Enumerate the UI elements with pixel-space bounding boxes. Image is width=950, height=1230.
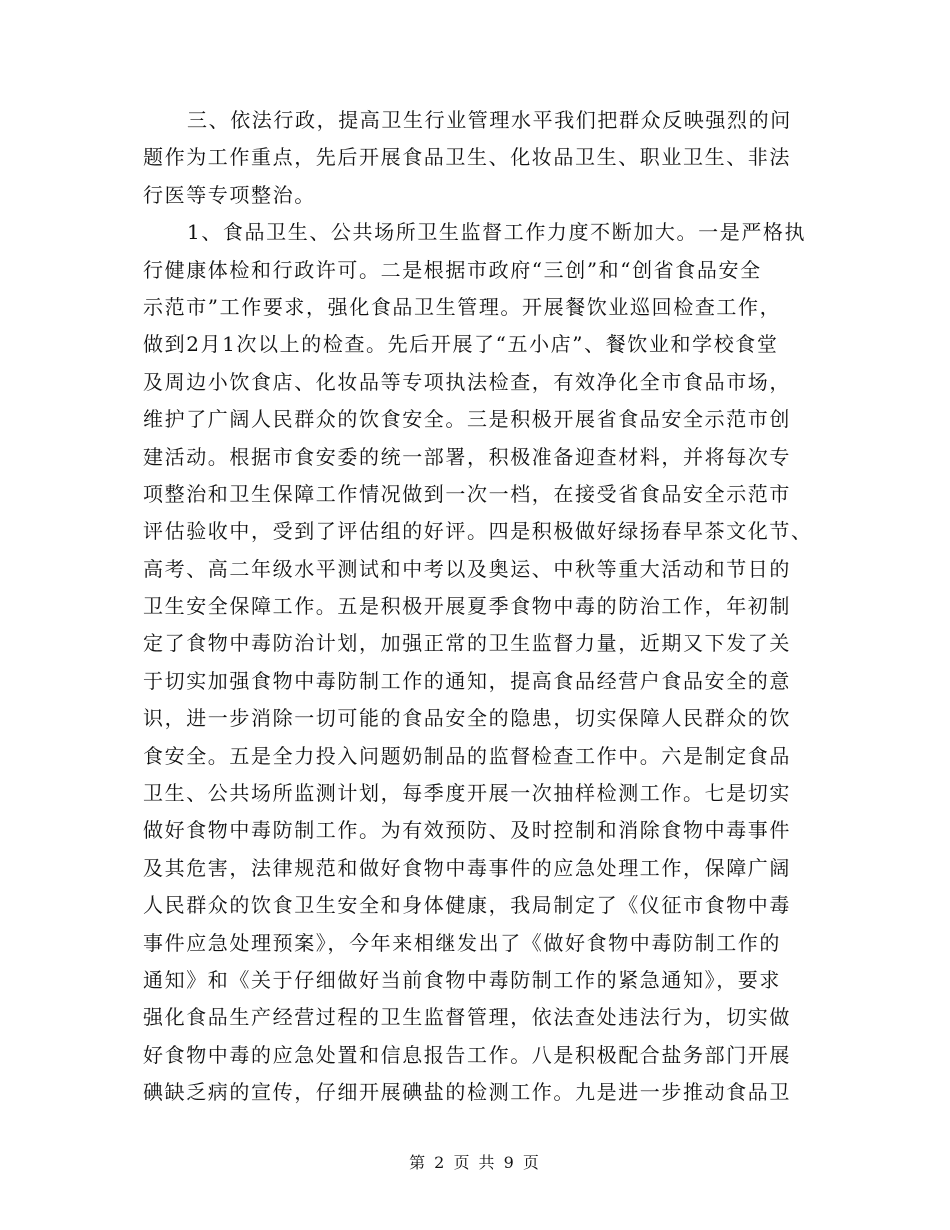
paragraph-2-line-2: 行健康体检和行政许可。二是根据市政府“三创”和“创省食品安全 <box>143 257 762 282</box>
paragraph-2-line-10: 高考、高二年级水平测试和中考以及奥运、中秋等重大活动和节日的 <box>143 556 791 581</box>
paragraph-2-line-16: 卫生、公共场所监测计划，每季度开展一次抽样检测工作。七是切实 <box>143 781 791 806</box>
paragraph-2-line-9: 评估验收中，受到了评估组的好评。四是积极做好绿扬春早茶文化节、 <box>143 519 813 544</box>
paragraph-2-line-17: 做好食物中毒防制工作。为有效预防、及时控制和消除食物中毒事件 <box>143 818 791 843</box>
paragraph-2-line-24: 碘缺乏病的宣传，仔细开展碘盐的检测工作。九是进一步推动食品卫 <box>143 1080 791 1105</box>
paragraph-2-line-8: 项整治和卫生保障工作情况做到一次一档，在接受省食品安全示范市 <box>143 481 791 506</box>
body-text <box>143 102 813 1112</box>
paragraph-1-line-1: 三、依法行政，提高卫生行业管理水平我们把群众反映强烈的问 <box>187 108 792 132</box>
paragraph-2-line-13: 于切实加强食物中毒防制工作的通知，提高食品经营户食品安全的意 <box>143 668 791 693</box>
paragraph-2-line-15: 食安全。五是全力投入问题奶制品的监督检查工作中。六是制定食品 <box>143 743 791 768</box>
paragraph-2-line-3: 示范市”工作要求，强化食品卫生管理。开展餐饮业巡回检查工作， <box>143 294 782 319</box>
paragraph-2-line-18: 及其危害，法律规范和做好食物中毒事件的应急处理工作，保障广阔 <box>143 855 791 880</box>
paragraph-2-line-5: 及周边小饮食店、化妆品等专项执法检查，有效净化全市食品市场， <box>143 369 791 394</box>
paragraph-2-line-7: 建活动。根据市食安委的统一部署，积极准备迎查材料，并将每次专 <box>143 444 791 469</box>
paragraph-2-line-11: 卫生安全保障工作。五是积极开展夏季食物中毒的防治工作，年初制 <box>143 594 791 619</box>
paragraph-2-line-20: 事件应急处理预案》，今年来相继发出了《做好食物中毒防制工作的 <box>143 930 781 955</box>
paragraph-2-line-12: 定了食物中毒防治计划，加强正常的卫生监督力量，近期又下发了关 <box>143 631 791 656</box>
paragraph-2-line-21: 通知》和《关于仔细做好当前食物中毒防制工作的紧急通知》，要求 <box>143 967 781 992</box>
paragraph-2-line-23: 好食物中毒的应急处置和信息报告工作。八是积极配合盐务部门开展 <box>143 1042 791 1067</box>
paragraph-2-line-4: 做到2月1次以上的检查。先后开展了“五小店”、餐饮业和学校食堂 <box>143 332 779 357</box>
paragraph-1-line-2: 题作为工作重点，先后开展食品卫生、化妆品卫生、职业卫生、非法 <box>143 145 791 170</box>
paragraph-2-line-6: 维护了广阔人民群众的饮食安全。三是积极开展省食品安全示范市创 <box>143 407 791 432</box>
page-number-footer: 第 2 页 共 9 页 <box>409 1153 541 1172</box>
paragraph-2-line-14: 识，进一步消除一切可能的食品安全的隐患，切实保障人民群众的饮 <box>143 706 791 731</box>
paragraph-2-line-19: 人民群众的饮食卫生安全和身体健康，我局制定了《仪征市食物中毒 <box>143 893 791 918</box>
paragraph-2-line-1: 1、食品卫生、公共场所卫生监督工作力度不断加大。一是严格执 <box>187 220 807 245</box>
paragraph-2-line-22: 强化食品生产经营过程的卫生监督管理，依法查处违法行为，切实做 <box>143 1005 791 1030</box>
paragraph-1-line-3: 行医等专项整治。 <box>143 182 316 207</box>
